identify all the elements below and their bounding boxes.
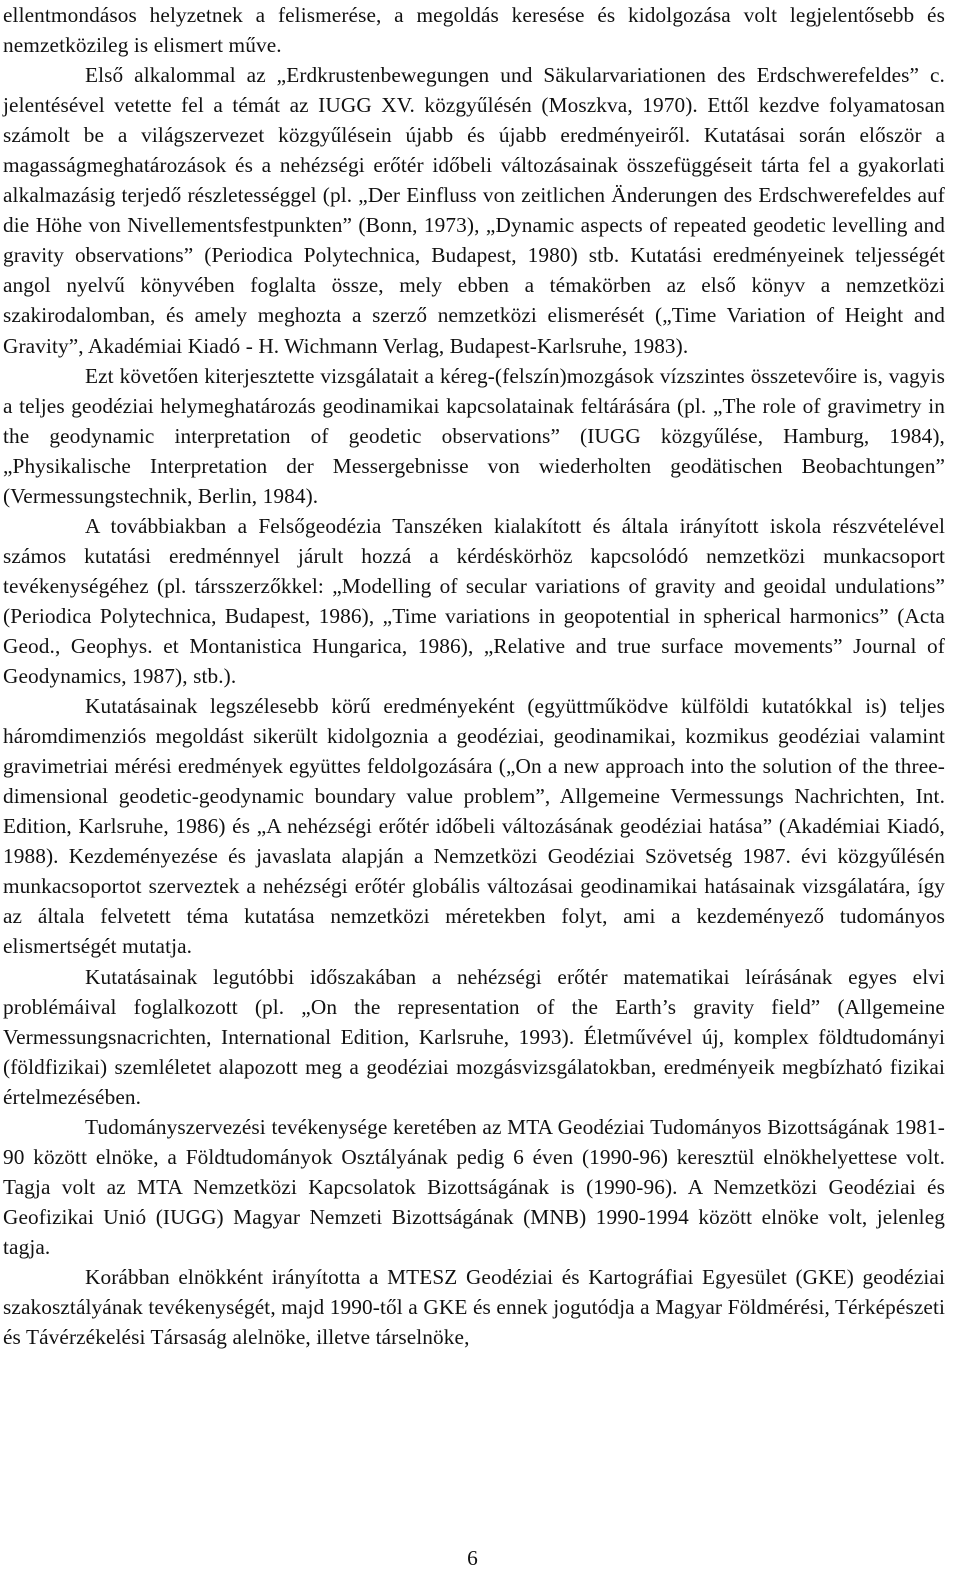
paragraph-7: Tudományszervezési tevékenysége keretében az MTA Geodéziai Tudományos Bizottságának 1981-90 között elnöke, a Földtudományok Osztályának pedig 6 éven (1990-96) keresztül elnökhelyettese volt. Tagja volt az MTA Nemzetközi Kapcsolatok Bizottságának is (1990-96). A Nemzetközi Geodéziai és Geofizikai Unió (IUGG) Magyar Nemzeti Bizottságának (MNB) 1990-1994 között elnöke volt, jelenleg tagja. bbox=[3, 1114, 945, 1259]
paragraph-4: A továbbiakban a Felsőgeodézia Tanszéken kialakított és általa irányított iskola részvételével számos kutatási eredménnyel járult hozzá a kérdéskörhöz kapcsolódó nemzetközi munkacsoport tevékenységéhez (pl. társszerzőkkel: „Modelling of secular variations of gravity and geoidal undulations” (Periodica Polytechnica, Budapest, 1986), „Time variations in geopotential in spherical harmonics” (Acta Geod., Geophys. et Montanistica Hungarica, 1986), „Relative and true surface movements” Journal of Geodynamics, 1987), stb.). bbox=[3, 513, 945, 689]
body-text bbox=[3, 0, 945, 1352]
paragraph-6: Kutatásainak legutóbbi időszakában a nehézségi erőtér matematikai leírásának egyes elvi problémáival foglalkozott (pl. „On the representation of the Earth’s gravity field” (Allgemeine Vermessungsnacrichten, International Edition, Karlsruhe, 1993). Életművével új, komplex földtudományi (földfizikai) szemléletet alapozott meg a geodéziai mozgásvizsgálatokban, eredményeik megbízható fizikai értelmezésében. bbox=[3, 964, 945, 1109]
paragraph-2: Első alkalommal az „Erdkrustenbewegungen und Säkularvariationen des Erdschwerefeldes” c. jelentésével vetette fel a témát az IUGG XV. közgyűlésén (Moszkva, 1970). Ettől kezdve folyamatosan számolt be a világszervezet közgyűlésein újabb és újabb eredményeiről. Kutatásai során először a magasságmeghatározások és a nehézségi erőtér időbeli változásainak összefüggéseit tárta fel a gyakorlati alkalmazásig terjedő részletességgel (pl. „Der Einfluss von zeitlichen Änderungen des Erdschwerefeldes auf die Höhe von Nivellementsfestpunkten” (Bonn, 1973), „Dynamic aspects of repeated geodetic levelling and gravity observations” (Periodica Polytechnica, Budapest, 1980) stb. Kutatási eredményeinek teljességét angol nyelvű könyvében foglalta össze, mely ebben a témakörben az első könyv a nemzetközi szakirodalomban, és amely meghozta a szerző nemzetközi elismerését („Time Variation of Height and Gravity”, Akadémiai Kiadó - H. Wichmann Verlag, Budapest-Karlsruhe, 1983). bbox=[3, 63, 945, 358]
paragraph-5: Kutatásainak legszélesebb körű eredményeként (együttműködve külföldi kutatókkal is) teljes háromdimenziós megoldást sikerült kidolgoznia a geodéziai, geodinamikai, kozmikus geodéziai valamint gravimetriai mérési eredmények együttes feldolgozására („On a new approach into the solution of the three-dimensional geodetic-geodynamic boundary value problem”, Allgemeine Vermessungs Nachrichten, Int. Edition, Karlsruhe, 1986) és „A nehézségi erőtér időbeli változásának geodéziai hatása” (Akadémiai Kiadó, 1988). Kezdeményezése és javaslata alapján a Nemzetközi Geodéziai Szövetség 1987. évi közgyűlésén munkacsoportot szerveztek a nehézségi erőtér globális változásai geodinamikai hatásainak vizsgálatára, így az általa felvetett téma kutatása nemzetközi méretekben folyt, ami a kezdeményező tudományos elismertségét mutatja. bbox=[3, 694, 945, 959]
paragraph-1: ellentmondásos helyzetnek a felismerése, a megoldás keresése és kidolgozása volt legjelentősebb és nemzetközileg is elismert műve. bbox=[3, 3, 945, 58]
paragraph-3: Ezt követően kiterjesztette vizsgálatait a kéreg-(felszín)mozgások vízszintes összetevőire is, vagyis a teljes geodéziai helymeghatározás geodinamikai kapcsolatainak feltárására (pl. „The role of gravimetry in the geodynamic interpretation of geodetic observations” (IUGG közgyűlése, Hamburg, 1984), „Physikalische Interpretation der Messergebnisse von wiederholten geodätischen Beobachtungen” (Vermessungstechnik, Berlin, 1984). bbox=[3, 363, 945, 508]
paragraph-8: Korábban elnökként irányította a MTESZ Geodéziai és Kartográfiai Egyesület (GKE) geodéziai szakosztályának tevékenységét, majd 1990-től a GKE és ennek jogutódja a Magyar Földmérési, Térképészeti és Távérzékelési Társaság alelnöke, illetve társelnöke, bbox=[3, 1264, 945, 1350]
page-number: 6 bbox=[467, 1546, 478, 1570]
